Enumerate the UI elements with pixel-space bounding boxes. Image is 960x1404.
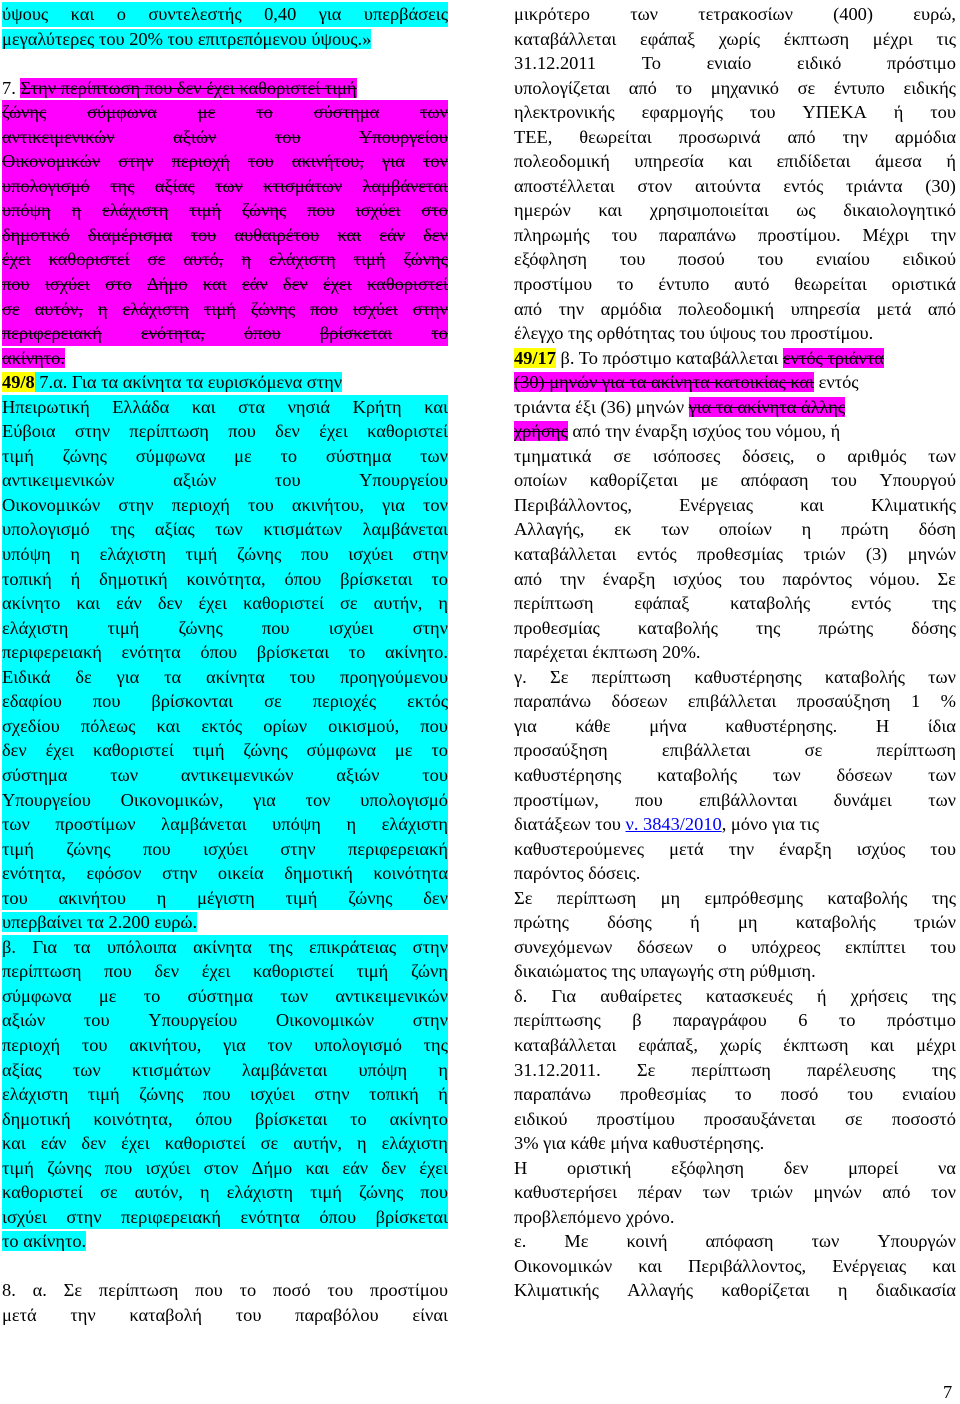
text-line: παραπάνω δόσεων επιβάλλεται προσαύξηση 1 % <box>514 691 956 712</box>
text-line: τμηματικά σε ισόποσες δόσεις, ο αριθμός των <box>514 445 956 466</box>
text-line: καθοριστεί σε αυτόν, η ελάχιστη τιμή ζώνης που <box>2 1180 448 1205</box>
text-line: αξιών του Υπουργείου Οικονομικών στην <box>2 1008 448 1033</box>
text-line: σύμφωνα με το σύστημα των αντικειμενικών <box>2 984 448 1009</box>
text-line: και εάν δεν έχει καθοριστεί σε αυτήν, η ελάχιστη <box>2 1131 448 1156</box>
text-line: Κλιματικής Αλλαγής καθορίζεται η διαδικασία <box>514 1280 956 1301</box>
text-line: Οικονομικών στην περιοχή του ακινήτου, για τον <box>2 149 448 174</box>
text-line: παρόντος δόσεις. <box>514 863 641 884</box>
text-line: περίπτωση εφάπαξ καταβολής εντός της <box>514 593 956 614</box>
text-line: περίπτωση που δεν έχει καθοριστεί τιμή ζώνη <box>2 959 448 984</box>
text-line: από την έναρξη ισχύος του παρόντος νόμου. Σε <box>514 568 956 589</box>
text-line: 31.12.2011 Το ενιαίο ειδικό πρόστιμο <box>514 53 956 74</box>
text-line: έχει καθοριστεί σε αυτό, η ελάχιστη τιμή ζώνης <box>2 247 448 272</box>
text-line: καταβάλλεται εφάπαξ χωρίς έκπτωση μέχρι τις <box>514 28 956 49</box>
text-line: αξίας των κτισμάτων λαμβάνεται υπόψη η <box>2 1058 448 1083</box>
text-line: πρώτης δόσης ή μη καταβολής τριών <box>514 912 956 933</box>
text-line: αντικειμενικών αξιών του Υπουργείου <box>2 468 448 493</box>
text-line: υπολογισμό της αξίας των κτισμάτων λαμβάνεται <box>2 517 448 542</box>
text-line: υπολογισμό της αξίας των κτισμάτων λαμβάνεται <box>2 174 448 199</box>
text-line: διατάξεων του ν. 3843/2010, μόνο για τις <box>514 814 819 835</box>
text-line: συνεχόμενων δόσεων ο υπόχρεος εκπίπτει του <box>514 936 956 957</box>
text-line: τιμή ζώνης που ισχύει στην περιφερειακή <box>2 837 448 862</box>
text-line: υπόψη η ελάχιστη τιμή ζώνης που ισχύει στο <box>2 198 448 223</box>
text-line: 49/8 7.α. Για τα ακίνητα τα ευρισκόμενα στην <box>2 372 343 393</box>
text-line: ακίνητο και εάν δεν έχει καθοριστεί σε αυτήν, η <box>2 591 448 616</box>
text-line: μετά την καταβολή του παραβόλου είναι <box>2 1304 448 1325</box>
text-line: γ. Σε περίπτωση καθυστέρησης καταβολής των <box>514 666 956 687</box>
text-line: Οικονομικών στην περιοχή του ακινήτου, για τον <box>2 493 448 518</box>
text-line: σε αυτόν, η ελάχιστη τιμή ζώνης που ισχύει στην <box>2 297 448 322</box>
text-line: ελάχιστη τιμή ζώνης που ισχύει στην <box>2 616 448 641</box>
text-line: εξόφληση του ποσού του ενιαίου ειδικού <box>514 249 956 270</box>
left-column <box>2 2 448 1328</box>
text-line: Περιβάλλοντος, Ενέργειας και Κλιματικής <box>514 494 956 515</box>
text-line: αποστέλλεται στον αιτούντα εντός τριάντα (30) <box>514 175 956 196</box>
text-line: ειδικού προστίμου προσαυξάνεται σε ποσοστό <box>514 1108 956 1129</box>
text-line: δεν έχει καθοριστεί τιμή ζώνης σύμφωνα με το <box>2 738 448 763</box>
text-line: προσαύξηση επιβάλλεται σε περίπτωση <box>514 740 956 761</box>
text-line: που ισχύει στο Δήμο και εάν δεν έχει καθοριστεί <box>2 272 448 297</box>
text-line: προστίμου το έντυπο αυτό θεωρείται οριστικά <box>514 274 956 295</box>
text-line: 7. Στην περίπτωση που δεν έχει καθοριστεί τιμή <box>2 77 357 98</box>
text-line: Ηπειρωτική Ελλάδα και στα νησιά Κρήτη και <box>2 395 448 420</box>
text-line: 8. α. Σε περίπτωση που το ποσό του προστίμου <box>2 1280 448 1301</box>
text-line: χρήσης από την έναρξη ισχύος του νόμου, ή <box>514 421 841 442</box>
blank-line <box>2 51 448 76</box>
text-line: καθυστέρησης καταβολής των δόσεων των <box>514 764 956 785</box>
right-column <box>514 2 956 1303</box>
text-line: δημοτικό διαμέρισμα του αυθαιρέτου και εάν δεν <box>2 223 448 248</box>
text-line: 49/17 β. Το πρόστιμο καταβάλλεται εντός τριάντα <box>514 347 884 368</box>
text-line: ε. Με κοινή απόφαση των Υπουργών <box>514 1231 956 1252</box>
text-line: προθεσμίας καταβολής της πρώτης δόσης <box>514 617 956 638</box>
text-line: υπερβαίνει τα 2.200 ευρώ. <box>2 912 198 933</box>
text-line: ύψους και ο συντελεστής 0,40 για υπερβάσεις <box>2 2 448 27</box>
text-line: ΤΕΕ, θεωρείται προσωρινά από την αρμόδια <box>514 126 956 147</box>
text-line: 31.12.2011. Σε περίπτωση παρέλευσης της <box>514 1059 956 1080</box>
text-line: εδαφίου που βρίσκονται σε περιοχές εκτός <box>2 689 448 714</box>
text-line: Ειδικά δε για τα ακίνητα του προηγούμενου <box>2 665 448 690</box>
text-line: μεγαλύτερες του 20% του επιτρεπόμενου ύψους.» <box>2 28 372 49</box>
text-line: δ. Για αυθαίρετες κατασκευές ή χρήσεις της <box>514 985 956 1006</box>
text-line: Σε περίπτωση μη εμπρόθεσμης καταβολής της <box>514 887 956 908</box>
text-line: σύστημα των αντικειμενικών αξιών του <box>2 763 448 788</box>
text-line: 3% για κάθε μήνα καθυστέρησης. <box>514 1133 765 1154</box>
text-line: δικαιώματος της υπαγωγής στη ρύθμιση. <box>514 961 816 982</box>
text-line: ηλεκτρονικής εφαρμογής του ΥΠΕΚΑ ή του <box>514 102 956 123</box>
text-line: περίπτωσης β παραγράφου 6 το πρόστιμο <box>514 1010 956 1031</box>
text-line: του ακινήτου η μέγιστη τιμή ζώνης δεν <box>2 886 448 911</box>
amendment-ref: 49/17 <box>514 347 556 368</box>
text-line: προβλεπόμενο χρόνο. <box>514 1206 675 1227</box>
text-line: Η οριστική εξόφληση δεν μπορεί να <box>514 1157 956 1178</box>
text-line: οποίων καθορίζεται με απόφαση του Υπουργού <box>514 470 956 491</box>
amendment-ref: 49/8 <box>2 372 35 393</box>
text-line: ενότητα, εφόσον στην οικεία δημοτική κοινότητα <box>2 861 448 886</box>
text-line: τιμή ζώνης που ισχύει στον Δήμο και εάν δεν έχει <box>2 1156 448 1181</box>
text-line: (30) μηνών για τα ακίνητα κατοικίας και εντός <box>514 372 859 393</box>
page-number: 7 <box>943 1382 953 1402</box>
text-line: καθυστερούμενες μετά την έναρξη ισχύος του <box>514 838 956 859</box>
text-line: Υπουργείου Οικονομικών, για τον υπολογισμό <box>2 788 448 813</box>
text-line: πληρωμής του παραπάνω προστίμου. Μέχρι την <box>514 224 956 245</box>
text-line: παρέχεται έκπτωση 20%. <box>514 642 701 663</box>
text-line: το ακίνητο. <box>2 1231 87 1252</box>
text-line: ακίνητο. <box>2 347 65 368</box>
text-line: ελάχιστη τιμή ζώνης που ισχύει στην τοπική ή <box>2 1082 448 1107</box>
text-line: υπόψη η ελάχιστη τιμή ζώνης που ισχύει στην <box>2 542 448 567</box>
text-line: τιμή ζώνης σύμφωνα με το σύστημα των <box>2 444 448 469</box>
text-line: αντικειμενικών αξιών του Υπουργείου <box>2 125 448 150</box>
text-line: καθυστερήσει πέραν των τριών μηνών από τον <box>514 1182 956 1203</box>
text-line: τοπική ή δημοτική κοινότητα, όπου βρίσκεται το <box>2 567 448 592</box>
text-line: Αλλαγής, εκ των οποίων η πρώτη δόση <box>514 519 956 540</box>
text-line: παραπάνω προθεσμίας το ποσό του ενιαίου <box>514 1084 956 1105</box>
text-line: έλεγχο της ορθότητας του ύψους του προστίμου. <box>514 323 874 344</box>
text-line: υπολογίζεται από το μηχανικό σε έντυπο ειδικής <box>514 77 956 98</box>
text-line: καταβάλλεται εντός προθεσμίας τριών (3) μηνών <box>514 544 956 565</box>
text-line: περιφερειακή ενότητα όπου βρίσκεται το ακίνητο. <box>2 640 448 665</box>
text-line: β. Για τα υπόλοιπα ακίνητα της επικράτειας στην <box>2 935 448 960</box>
text-line: για κάθε μήνα καθυστέρησης. Η ίδια <box>514 715 956 736</box>
text-line: από την αρμόδια πολεοδομική υπηρεσία μετά από <box>514 298 956 319</box>
text-line: προστίμων, που επιβάλλονται δυνάμει των <box>514 789 956 810</box>
text-line: ισχύει στην περιφερειακή ενότητα όπου βρίσκεται <box>2 1205 448 1230</box>
text-line: περιοχή του ακινήτου, για τον υπολογισμό της <box>2 1033 448 1058</box>
text-line: σχεδίου πόλεως και εκτός ορίων οικισμού, που <box>2 714 448 739</box>
text-line: περιφερειακή ενότητα, όπου βρίσκεται το <box>2 321 448 346</box>
law-link[interactable]: ν. 3843/2010 <box>625 814 722 835</box>
text-line: Οικονομικών και Περιβάλλοντος, Ενέργειας και <box>514 1255 956 1276</box>
text-line: Εύβοια στην περίπτωση που δεν έχει καθοριστεί <box>2 419 448 444</box>
text-line: πολεοδομική υπηρεσία και επιδίδεται άμεσα ή <box>514 151 956 172</box>
text-line: ζώνης σύμφωνα με το σύστημα των <box>2 100 448 125</box>
text-line: δημοτική κοινότητα, όπου βρίσκεται το ακίνητο <box>2 1107 448 1132</box>
text-line: των προστίμων λαμβάνεται υπόψη η ελάχιστη <box>2 812 448 837</box>
text-line: ημερών και χρησιμοποιείται ως δικαιολογητικό <box>514 200 956 221</box>
text-line: τριάντα έξι (36) μηνών για τα ακίνητα άλλης <box>514 396 846 417</box>
text-line: καταβάλλεται εφάπαξ, χωρίς έκπτωση και μέχρι <box>514 1034 956 1055</box>
blank-line <box>2 1254 448 1279</box>
text-line: μικρότερο των τετρακοσίων (400) ευρώ, <box>514 4 956 24</box>
